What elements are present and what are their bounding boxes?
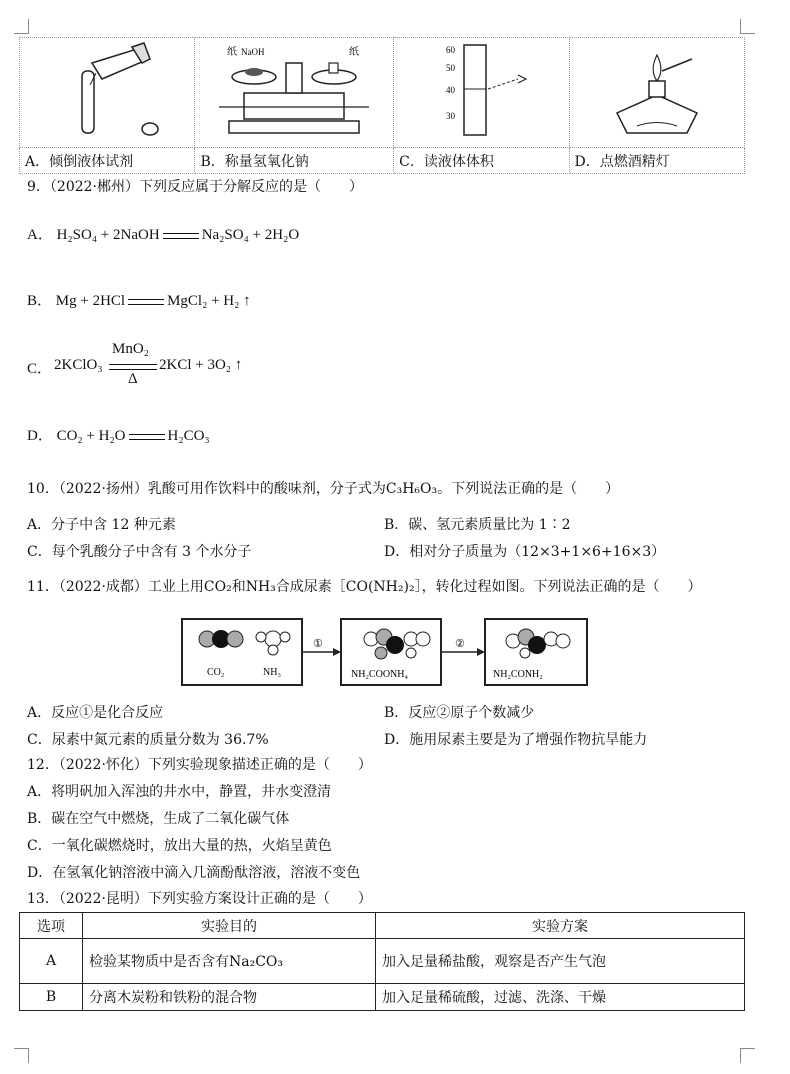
q9-d-left: CO₂ + H₂O: [56, 428, 126, 444]
arrow-icon: [333, 648, 341, 656]
q13-stem: 13．（2022·昆明）下列实验方案设计正确的是（ ）: [27, 891, 372, 907]
figure-light-lamp: [569, 38, 744, 148]
pour-liquid-illustration: [32, 41, 182, 141]
q11-option-a: A．反应①是化合反应: [27, 705, 164, 721]
q9-option-b: [27, 289, 251, 310]
tick-40: 40: [446, 84, 456, 95]
q9-d-right: H₂CO₃: [167, 428, 210, 444]
q12-stem: 12．（2022·怀化）下列实验现象描述正确的是（ ）: [27, 757, 372, 773]
balance-illustration: [209, 41, 379, 141]
q9-c-right: 2KCl + 3O₂ ↑: [159, 357, 243, 373]
caption-d: D．点燃酒精灯: [569, 148, 744, 174]
equals-sign-icon: [109, 364, 157, 370]
q10-option-b: B．碳、氢元素质量比为 1∶2: [384, 517, 571, 533]
q9-c-label: C．: [27, 361, 53, 377]
q9-b-left: Mg + 2HCl: [55, 293, 126, 309]
crop-mark-bottom-right: [740, 1048, 755, 1063]
table-header-option: 选项: [20, 913, 83, 939]
tick-60: 60: [446, 44, 456, 55]
tick-50: 50: [446, 62, 456, 73]
tick-30: 30: [446, 110, 456, 121]
q12-option-d: D．在氢氧化钠溶液中滴入几滴酚酞溶液，溶液不变色: [27, 865, 361, 881]
q9-b-label: B．: [27, 293, 53, 309]
table-row: [20, 939, 745, 984]
co2-label: CO₂: [207, 667, 225, 678]
table-cell-option: B: [20, 984, 83, 1011]
equals-sign-icon: [163, 233, 199, 239]
q10-option-a: A．分子中含 12 种元素: [27, 517, 176, 533]
table-cell-purpose: 检验某物质中是否含有Na₂CO₃: [83, 939, 376, 984]
cylinder-illustration: [406, 41, 556, 141]
q9-b-right: MgCl₂ + H₂ ↑: [167, 293, 251, 309]
equals-sign-icon: [129, 434, 165, 440]
q9-a-label: A．: [27, 227, 53, 243]
table-header-purpose: 实验目的: [83, 913, 376, 939]
q9-d-label: D．: [27, 428, 53, 444]
paper-label-left: 纸: [227, 46, 238, 58]
alcohol-lamp-illustration: [582, 41, 732, 141]
q10-option-d: D．相对分子质量为（12×3+1×6+16×3）: [384, 544, 666, 560]
q12-option-a: A．将明矾加入浑浊的井水中，静置，井水变澄清: [27, 784, 332, 800]
table-row: [20, 984, 745, 1011]
table-header-method: 实验方案: [376, 913, 745, 939]
figure-weigh-naoh: [195, 38, 394, 148]
eye-icon: [518, 75, 526, 83]
flame-icon: [653, 55, 661, 81]
caption-c: C．读液体体积: [394, 148, 569, 174]
paper-label-right: 纸: [349, 46, 360, 58]
q9-a-right: Na₂SO₄ + 2H₂O: [201, 227, 300, 243]
q12-option-c: C．一氧化碳燃烧时，放出大量的热，火焰呈黄色: [27, 838, 332, 854]
equals-sign-icon: [128, 299, 164, 305]
q9-option-d: [27, 424, 210, 445]
table-cell-purpose: 分离木炭粉和铁粉的混合物: [83, 984, 376, 1011]
q11-option-c: C．尿素中氮元素的质量分数为 36.7%: [27, 732, 269, 748]
product-label: NH₂CONH₂: [493, 669, 543, 680]
step1-label: ①: [313, 637, 323, 650]
urea-synthesis-diagram: [181, 617, 591, 689]
q9-c-cond-top: MnO₂: [112, 341, 149, 357]
crop-mark-top-left: [14, 19, 29, 34]
table-cell-method: 加入足量稀盐酸，观察是否产生气泡: [376, 939, 745, 984]
q9-stem: 9．（2022·郴州）下列反应属于分解反应的是（ ）: [27, 179, 363, 195]
q9-a-left: H₂SO₄ + 2NaOH: [56, 227, 160, 243]
caption-b: B．称量氢氧化钠: [195, 148, 394, 174]
q9-option-a: [27, 223, 299, 244]
lab-figure-table: [19, 37, 745, 174]
figure-read-volume: [394, 38, 569, 148]
q11-option-b: B．反应②原子个数减少: [384, 705, 535, 721]
crop-mark-bottom-left: [14, 1048, 29, 1063]
q12-option-b: B．碳在空气中燃烧，生成了二氧化碳气体: [27, 811, 290, 827]
caption-a: A．倾倒液体试剂: [20, 148, 195, 174]
q10-stem: 10．（2022·扬州）乳酸可用作饮料中的酸味剂，分子式为C₃H₆O₃。下列说法正确的是（ ）: [27, 481, 620, 497]
q9-c-left: 2KClO₃: [54, 357, 103, 373]
q11-option-d: D．施用尿素主要是为了增强作物抗旱能力: [384, 732, 648, 748]
step2-label: ②: [455, 637, 465, 650]
arrow-icon: [477, 648, 485, 656]
q11-stem: 11．（2022·成都）工业上用CO₂和NH₃合成尿素［CO(NH₂)₂］，转化过程如图。下列说法正确的是（ ）: [27, 579, 702, 595]
naoh-label: NaOH: [241, 46, 265, 57]
experiment-plan-table: [19, 912, 745, 1011]
table-cell-option: A: [20, 939, 83, 984]
table-cell-method: 加入足量稀硫酸，过滤、洗涤、干燥: [376, 984, 745, 1011]
intermediate-label: NH₂COONH₄: [351, 669, 408, 680]
q9-c-cond-bottom: Δ: [128, 371, 138, 387]
figure-pour-liquid: [20, 38, 195, 148]
nh3-label: NH₃: [263, 667, 281, 678]
crop-mark-top-right: [740, 19, 755, 34]
q10-option-c: C．每个乳酸分子中含有 3 个水分子: [27, 544, 252, 560]
